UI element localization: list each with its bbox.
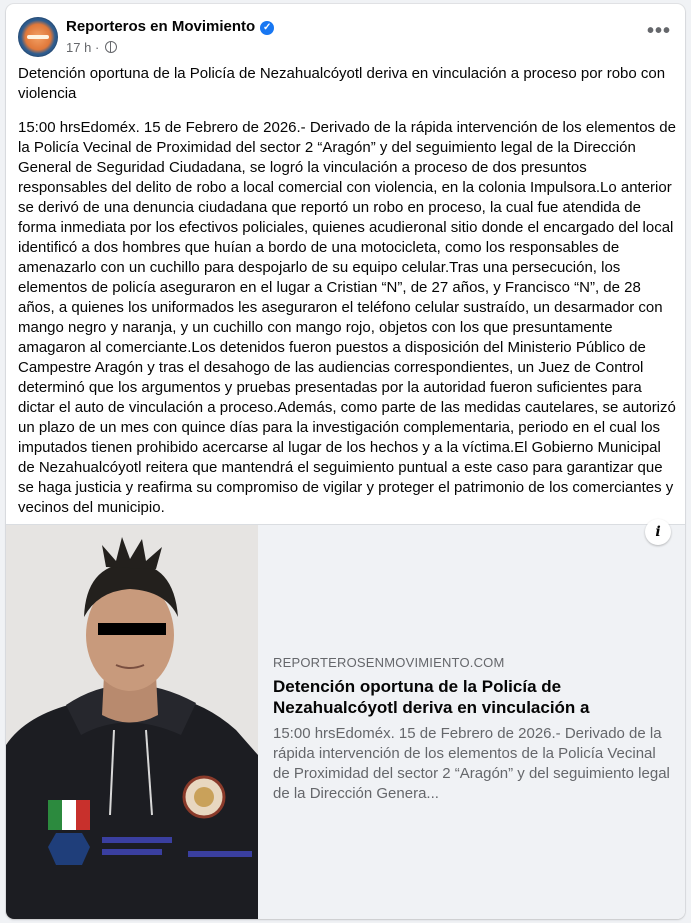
link-preview-image[interactable] <box>6 525 258 919</box>
post-card <box>6 4 685 919</box>
post-header <box>6 4 685 64</box>
link-preview[interactable] <box>6 524 685 919</box>
link-preview-text[interactable] <box>273 655 673 804</box>
page-name-link[interactable] <box>66 18 274 35</box>
post-message <box>18 64 676 518</box>
link-domain: REPORTEROSENMOVIMIENTO.COM <box>273 655 505 670</box>
verified-badge-icon: ✓ <box>260 21 274 35</box>
meta-separator: · <box>94 40 100 55</box>
photo-illustration <box>6 525 258 919</box>
post-meta <box>66 40 117 55</box>
link-description: 15:00 hrsEdoméx. 15 de Febrero de 2026.- Derivado de la rápida intervención de los elementos de la Policía Vecinal de Proximidad del sector 2 “Aragón” y del seguimiento legal de la Dirección Genera... <box>273 725 670 802</box>
more-options-icon[interactable]: ••• <box>647 20 672 42</box>
post-title: Detención oportuna de la Policía de Nezahualcóyotl deriva en vinculación a proceso por robo con violencia <box>18 65 666 102</box>
link-headline[interactable]: Detención oportuna de la Policía de Nezahualcóyotl deriva en vinculación a <box>273 677 590 717</box>
page-name[interactable]: Reporteros en Movimiento <box>66 18 256 35</box>
globe-icon[interactable] <box>105 41 117 53</box>
post-body: 15:00 hrsEdoméx. 15 de Febrero de 2026.- Derivado de la rápida intervención de los elementos de la Policía Vecinal de Proximidad del sector 2 “Aragón” y del seguimiento legal de la Dirección General de Seguridad Ciudadana, se logró la vinculación a proceso de dos presuntos responsables del delito de robo a local comercial con violencia, en la colonia Impulsora.Lo anterior se derivó de una denuncia ciudadana que reportó un robo en proceso, la cual fue atendida de forma inmediata por los efectivos policiales, quienes acudieronal sitio donde el encargado del local identificó a dos hombres que huían a bordo de una motocicleta, como los responsables de amenazarlo con un cuchillo para despojarlo de su equipo celular.Tras una persecución, los elementos de policía aseguraron en el lugar a Cristian “N”, de 27 años, y Francisco “N”, de 28 años, a quienes los uniformados les aseguraron el teléfono celular sustraído, un desarmador con mango negro y naranja, y un cuchillo con mango rojo, objetos con los que presuntamente amagaron al comerciante.Los detenidos fueron puestos a disposición del Ministerio Público de Campestre Aragón y tras el desahogo de las audiencias correspondientes, un Juez de Control determinó que los argumentos y pruebas presentadas por la autoridad fueron suficientes para dictar el auto de vinculación a proceso.Además, como parte de las medidas cautelares, se autorizó un plazo de un mes con quince días para la investigación complementaria, periodo en el cual los imputados tienen prohibido acercarse al lugar de los hechos y a la víctima.El Gobierno Municipal de Nezahualcóyotl reitera que mantendrá el seguimiento puntual a este caso para garantizar que se haga justicia y reafirma su compromiso de vigilar y proteger el patrimonio de los comerciantes y vecinos del municipio. <box>18 119 676 516</box>
page-avatar[interactable] <box>18 17 58 57</box>
info-icon[interactable]: i <box>645 519 671 545</box>
post-timestamp[interactable]: 17 h <box>66 40 92 55</box>
